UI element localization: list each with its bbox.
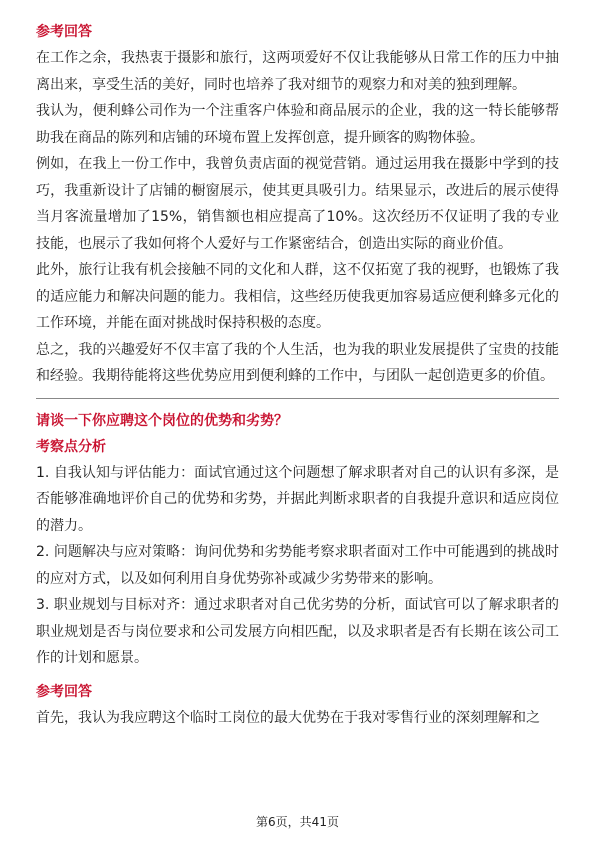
document-page xyxy=(36,18,559,731)
section-divider xyxy=(36,398,559,399)
analysis-item-1: 1. 自我认知与评估能力：面试官通过这个问题想了解求职者对自己的认识有多深，是否能够准确地评价自己的优势和劣势，并据此判断求职者的自我提升意识和适应岗位的潜力。 xyxy=(36,464,559,534)
answer-paragraph-4: 此外，旅行让我有机会接触不同的文化和人群，这不仅拓宽了我的视野，也锻炼了我的适应能力和解决问题的能力。我相信，这些经历使我更加容易适应便利蜂多元化的工作环境，并能在面对挑战时保持积极的态度。 xyxy=(36,262,559,331)
analysis-heading: 考察点分析 xyxy=(36,438,106,455)
reference-answer-heading: 参考回答 xyxy=(36,24,92,40)
answer-paragraph-1: 在工作之余，我热衷于摄影和旅行，这两项爱好不仅让我能够从日常工作的压力中抽离出来，享受生活的美好，同时也培养了我对细节的观察力和对美的独到理解。 xyxy=(36,50,559,93)
answer-paragraph-continued: 首先，我认为我应聘这个临时工岗位的最大优势在于我对零售行业的深刻理解和之 xyxy=(36,709,540,726)
analysis-item-3: 3. 职业规划与目标对齐：通过求职者对自己优劣势的分析，面试官可以了解求职者的职业规划是否与岗位要求和公司发展方向相匹配，以及求职者是否有长期在该公司工作的计划和愿景。 xyxy=(36,597,559,666)
answer-paragraph-2: 我认为，便利蜂公司作为一个注重客户体验和商品展示的企业，我的这一特长能够帮助我在商品的陈列和店铺的环境布置上发挥创意，提升顾客的购物体验。 xyxy=(36,103,559,146)
answer-paragraph-3: 例如，在我上一份工作中，我曾负责店面的视觉营销。通过运用我在摄影中学到的技巧，我重新设计了店铺的橱窗展示，使其更具吸引力。结果显示，改进后的展示使得当月客流量增加了15%，销售额也相应提高了10%。这次经历不仅证明了我的专业技能，也展示了我如何将个人爱好与工作紧密结合，创造出实际的商业价值。 xyxy=(36,156,559,252)
reference-answer-heading-2: 参考回答 xyxy=(36,683,92,700)
analysis-item-2: 2. 问题解决与应对策略：询问优势和劣势能考察求职者面对工作中可能遇到的挑战时的应对方式，以及如何利用自身优势弥补或减少劣势带来的影响。 xyxy=(36,544,559,587)
page-number: 第6页，共41页 xyxy=(256,815,339,829)
answer-paragraph-5: 总之，我的兴趣爱好不仅丰富了我的个人生活，也为我的职业发展提供了宝贵的技能和经验。我期待能将这些优势应用到便利蜂的工作中，与团队一起创造更多的价值。 xyxy=(36,341,559,384)
interview-question: 请谈一下你应聘这个岗位的优势和劣势？ xyxy=(36,412,288,429)
